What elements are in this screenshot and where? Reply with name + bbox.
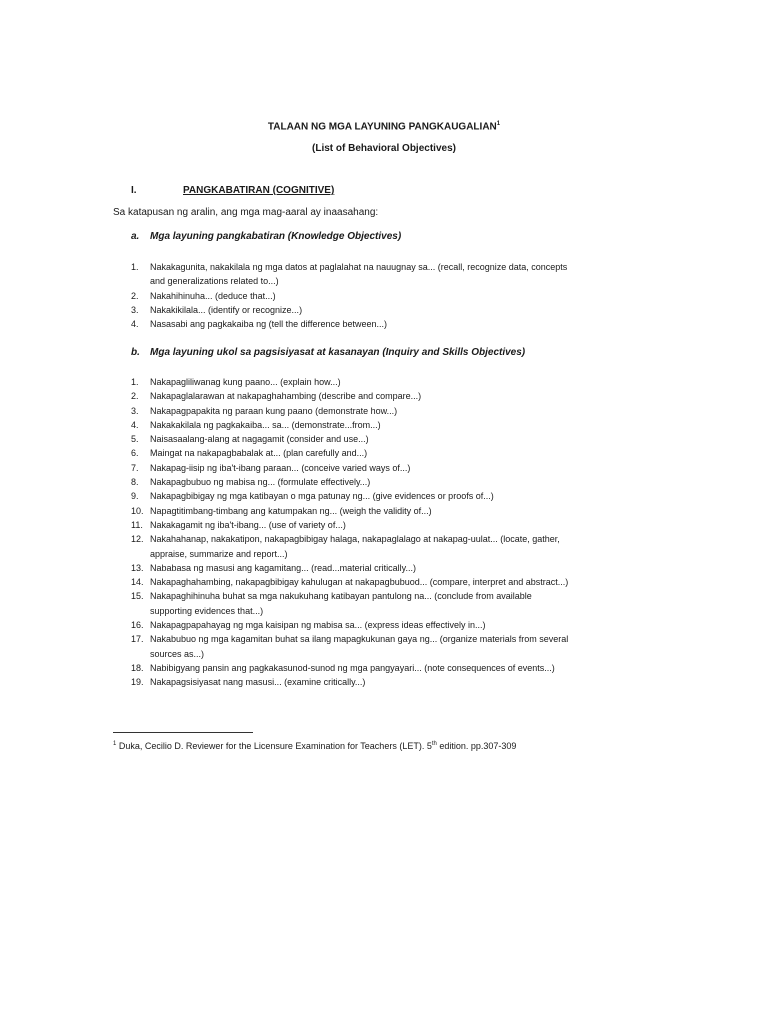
title-text: TALAAN NG MGA LAYUNING PANGKAUGALIAN [267, 121, 497, 133]
list-item [131, 675, 571, 689]
item-text: Nasasabi ang pagkakaiba ng (tell the difference between...) [150, 319, 387, 330]
subheading-text: Mga layuning pangkabatiran (Knowledge Objectives) [150, 231, 402, 242]
item-text: Nakapag-iisip ng iba't-ibang paraan... (conceive varied ways of...) [150, 462, 411, 473]
item-text: Nakapaghihinuha buhat sa mga nakukuhang katibayan pantulong na... (conclude from available supporting evidences that...) [150, 591, 532, 616]
list-item [131, 532, 571, 561]
item-text: Nakapagpapahayag ng mga kaisipan ng mabisa sa... (express ideas effectively in...) [150, 620, 486, 631]
list-item [131, 404, 571, 418]
list-item [131, 632, 571, 661]
list-item [131, 461, 571, 475]
item-number: 7. [131, 462, 139, 473]
item-number: 13. [131, 562, 144, 573]
list-item [131, 375, 571, 389]
item-number: 17. [131, 634, 144, 645]
item-text: Napagtitimbang-timbang ang katumpakan ng... (weigh the validity of...) [150, 505, 432, 516]
list-item [131, 518, 571, 532]
list-item [131, 575, 571, 589]
list-item [131, 618, 571, 632]
list-item [131, 289, 571, 303]
item-text: Nakakikilala... (identify or recognize...) [150, 304, 303, 315]
footnote-text: Duka, Cecilio D. Reviewer for the Licensure Examination for Teachers (LET). 5 [118, 741, 432, 751]
item-number: 4. [131, 419, 139, 430]
list-item [131, 389, 571, 403]
item-text: Naisasaalang-alang at nagagamit (consider and use...) [150, 434, 369, 445]
item-number: 2. [131, 391, 139, 402]
item-text: Nakapagsisiyasat nang masusi... (examine critically...) [150, 677, 366, 688]
item-text: Nakahihinuha... (deduce that...) [150, 290, 276, 301]
item-number: 2. [131, 290, 139, 301]
item-number: 3. [131, 304, 139, 315]
item-text: Nakapaghahambing, nakapagbibigay kahulugan at nakapagbubuod... (compare, interpret and abstract...) [150, 577, 569, 588]
subheading-knowledge [131, 231, 401, 242]
section-number: I. [131, 185, 137, 196]
subheading-text: Mga layuning ukol sa pagsisiyasat at kasanayan (Inquiry and Skills Objectives) [150, 347, 526, 358]
footnote-marker: 1 [113, 741, 117, 747]
item-number: 10. [131, 505, 144, 516]
item-text: Nabibigyang pansin ang pagkakasunod-sunod ng mga pangyayari... (note consequences of events...) [150, 662, 555, 673]
item-number: 6. [131, 448, 139, 459]
footnote-superscript: th [431, 741, 437, 747]
item-number: 9. [131, 491, 139, 502]
section-heading [131, 185, 334, 196]
list-item [131, 661, 571, 675]
item-text: Nakakagamit ng iba't-ibang... (use of variety of...) [150, 519, 346, 530]
list-item [131, 489, 571, 503]
list-item [131, 260, 571, 289]
footnote-text-end: edition. pp.307-309 [436, 741, 517, 751]
item-number: 3. [131, 405, 139, 416]
footnote [113, 741, 516, 751]
item-number: 8. [131, 477, 139, 488]
footnote-divider [113, 732, 253, 733]
list-item [131, 561, 571, 575]
item-number: 15. [131, 591, 144, 602]
item-text: Nakapagbibigay ng mga katibayan o mga patunay ng... (give evidences or proofs of...) [150, 491, 494, 502]
item-text: Nakapagliliwanag kung paano... (explain how...) [150, 377, 341, 387]
item-text: Nakakagunita, nakakilala ng mga datos at paglalahat na nauugnay sa... (recall, recognize data, concepts and generalizations related to...) [150, 262, 568, 287]
item-number: 11. [131, 519, 143, 530]
list-item [131, 446, 571, 460]
document-subtitle: (List of Behavioral Objectives) [312, 143, 456, 154]
item-text: Nakapagbubuo ng mabisa ng... (formulate effectively...) [150, 477, 371, 488]
item-number: 19. [131, 677, 144, 688]
intro-text: Sa katapusan ng aralin, ang mga mag-aaral ay inaasahang: [113, 207, 379, 218]
title-footnote-marker: 1 [496, 121, 501, 127]
list-item [131, 303, 571, 317]
document-title [0, 121, 768, 132]
subheading-inquiry [131, 347, 525, 358]
item-text: Nakapagpapakita ng paraan kung paano (demonstrate how...) [150, 405, 398, 416]
item-text: Nakakakilala ng pagkakaiba... sa... (demonstrate...from...) [150, 419, 381, 430]
section-label: PANGKABATIRAN (COGNITIVE) [183, 185, 335, 196]
item-number: 5. [131, 434, 139, 445]
item-text: Nakahahanap, nakakatipon, nakapagbibigay halaga, nakapaglalago at nakapag-uulat... (locate, gather, appraise, summarize and report...) [150, 534, 560, 559]
subheading-letter: a. [131, 231, 140, 242]
list-item [131, 317, 571, 331]
item-number: 1. [131, 262, 139, 272]
item-number: 14. [131, 577, 144, 588]
knowledge-objectives-list [131, 260, 571, 331]
subheading-letter: b. [131, 347, 140, 358]
item-number: 1. [131, 377, 139, 387]
list-item [131, 589, 571, 618]
item-number: 16. [131, 620, 144, 631]
item-text: Nakabubuo ng mga kagamitan buhat sa ilang mapagkukunan gaya ng... (organize materials from several sources as...) [150, 634, 569, 659]
item-number: 4. [131, 319, 139, 330]
item-number: 18. [131, 662, 144, 673]
list-item [131, 432, 571, 446]
item-text: Nakapaglalarawan at nakapaghahambing (describe and compare...) [150, 391, 422, 402]
list-item [131, 475, 571, 489]
inquiry-objectives-list [131, 375, 571, 690]
item-text: Nababasa ng masusi ang kagamitang... (read...material critically...) [150, 562, 416, 573]
list-item [131, 504, 571, 518]
item-text: Maingat na nakapagbabalak at... (plan carefully and...) [150, 448, 368, 459]
list-item [131, 418, 571, 432]
item-number: 12. [131, 534, 144, 545]
